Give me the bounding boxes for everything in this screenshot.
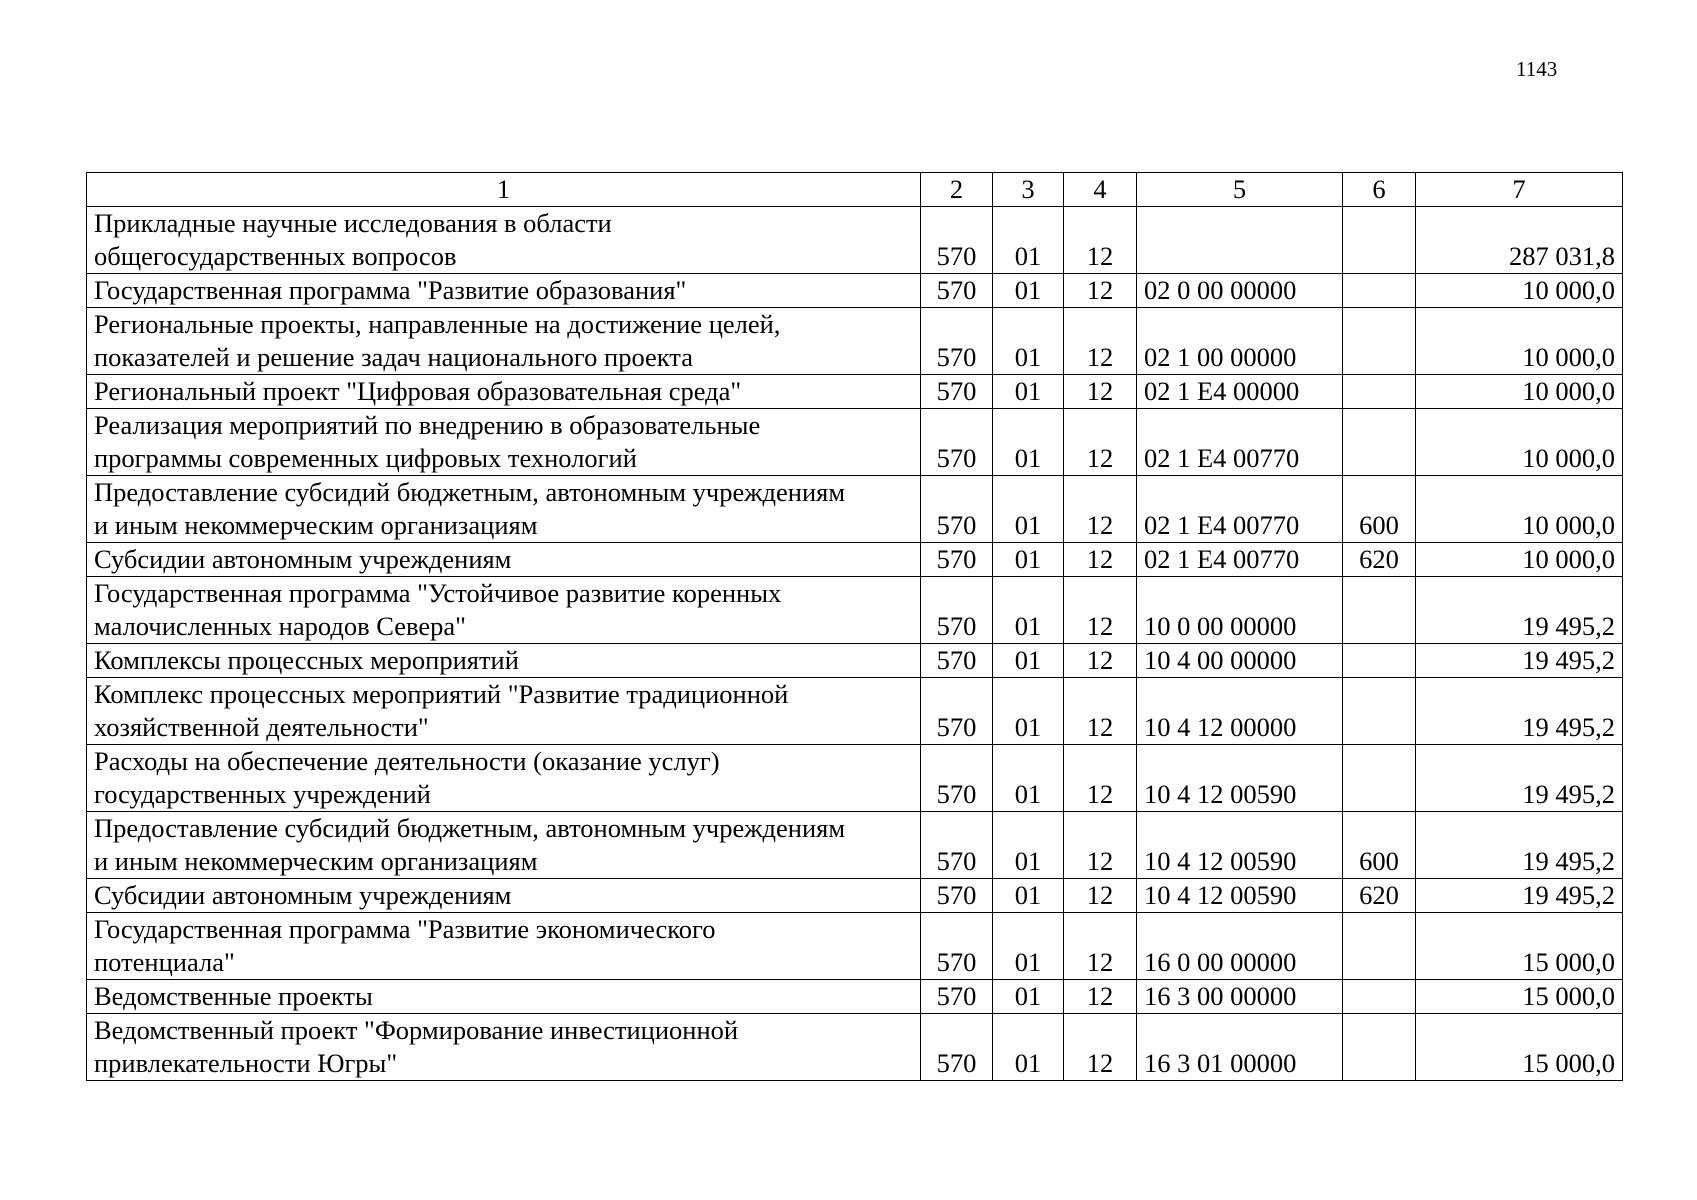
cell-sum: 15 000,0	[1416, 913, 1623, 980]
table-row	[87, 879, 1623, 913]
table-row	[87, 745, 1623, 812]
column-header: 1	[87, 173, 921, 207]
cell-section: 01	[993, 644, 1064, 678]
cell-subsection: 12	[1064, 476, 1137, 543]
cell-name: Региональные проекты, направленные на достижение целей, показателей и решение задач национального проекта	[87, 308, 921, 375]
column-header: 3	[993, 173, 1064, 207]
cell-subsection: 12	[1064, 644, 1137, 678]
table-row	[87, 980, 1623, 1014]
table-row	[87, 274, 1623, 308]
table-row	[87, 207, 1623, 274]
cell-target-article: 10 4 12 00590	[1137, 745, 1343, 812]
cell-expense-type: 620	[1343, 543, 1416, 577]
cell-subsection: 12	[1064, 812, 1137, 879]
cell-sum: 10 000,0	[1416, 308, 1623, 375]
cell-name: Ведомственные проекты	[87, 980, 921, 1014]
cell-sum: 19 495,2	[1416, 812, 1623, 879]
cell-section: 01	[993, 913, 1064, 980]
table-row	[87, 812, 1623, 879]
cell-expense-type	[1343, 745, 1416, 812]
cell-target-article: 02 1 E4 00000	[1137, 375, 1343, 409]
cell-expense-type	[1343, 375, 1416, 409]
table-row	[87, 644, 1623, 678]
cell-subsection: 12	[1064, 577, 1137, 644]
cell-sum: 10 000,0	[1416, 409, 1623, 476]
cell-expense-type	[1343, 274, 1416, 308]
cell-grbs: 570	[921, 644, 993, 678]
table-body	[87, 207, 1623, 1081]
cell-section: 01	[993, 543, 1064, 577]
cell-sum: 10 000,0	[1416, 476, 1623, 543]
cell-target-article: 10 4 00 00000	[1137, 644, 1343, 678]
cell-name: Реализация мероприятий по внедрению в образовательные программы современных цифровых технологий	[87, 409, 921, 476]
cell-subsection: 12	[1064, 409, 1137, 476]
cell-sum: 19 495,2	[1416, 678, 1623, 745]
cell-subsection: 12	[1064, 1014, 1137, 1081]
cell-target-article: 10 4 12 00000	[1137, 678, 1343, 745]
cell-name: Региональный проект "Цифровая образовательная среда"	[87, 375, 921, 409]
cell-expense-type	[1343, 308, 1416, 375]
header-row	[87, 173, 1623, 207]
cell-expense-type: 600	[1343, 476, 1416, 543]
cell-sum: 10 000,0	[1416, 543, 1623, 577]
cell-name: Ведомственный проект "Формирование инвестиционной привлекательности Югры"	[87, 1014, 921, 1081]
cell-grbs: 570	[921, 375, 993, 409]
cell-grbs: 570	[921, 409, 993, 476]
column-header: 4	[1064, 173, 1137, 207]
budget-table	[86, 172, 1623, 1081]
cell-name: Предоставление субсидий бюджетным, автономным учреждениям и иным некоммерческим организациям	[87, 476, 921, 543]
cell-grbs: 570	[921, 308, 993, 375]
cell-grbs: 570	[921, 879, 993, 913]
cell-section: 01	[993, 745, 1064, 812]
cell-grbs: 570	[921, 476, 993, 543]
cell-expense-type	[1343, 913, 1416, 980]
cell-sum: 287 031,8	[1416, 207, 1623, 274]
cell-grbs: 570	[921, 678, 993, 745]
cell-grbs: 570	[921, 812, 993, 879]
cell-section: 01	[993, 678, 1064, 745]
cell-subsection: 12	[1064, 913, 1137, 980]
cell-grbs: 570	[921, 980, 993, 1014]
cell-section: 01	[993, 308, 1064, 375]
cell-name: Субсидии автономным учреждениям	[87, 543, 921, 577]
cell-section: 01	[993, 879, 1064, 913]
cell-subsection: 12	[1064, 308, 1137, 375]
cell-target-article: 16 0 00 00000	[1137, 913, 1343, 980]
cell-sum: 19 495,2	[1416, 879, 1623, 913]
cell-subsection: 12	[1064, 745, 1137, 812]
cell-target-article: 02 1 E4 00770	[1137, 476, 1343, 543]
cell-subsection: 12	[1064, 375, 1137, 409]
cell-section: 01	[993, 207, 1064, 274]
cell-name: Комплексы процессных мероприятий	[87, 644, 921, 678]
column-header: 2	[921, 173, 993, 207]
cell-target-article: 10 4 12 00590	[1137, 812, 1343, 879]
cell-grbs: 570	[921, 207, 993, 274]
cell-sum: 19 495,2	[1416, 745, 1623, 812]
cell-section: 01	[993, 409, 1064, 476]
cell-grbs: 570	[921, 577, 993, 644]
cell-target-article: 16 3 01 00000	[1137, 1014, 1343, 1081]
column-header: 6	[1343, 173, 1416, 207]
cell-section: 01	[993, 274, 1064, 308]
cell-sum: 10 000,0	[1416, 375, 1623, 409]
cell-target-article: 10 0 00 00000	[1137, 577, 1343, 644]
cell-expense-type	[1343, 1014, 1416, 1081]
cell-grbs: 570	[921, 274, 993, 308]
cell-name: Предоставление субсидий бюджетным, автономным учреждениям и иным некоммерческим организациям	[87, 812, 921, 879]
cell-target-article: 02 0 00 00000	[1137, 274, 1343, 308]
cell-subsection: 12	[1064, 274, 1137, 308]
cell-name: Государственная программа "Развитие образования"	[87, 274, 921, 308]
cell-name: Прикладные научные исследования в области общегосударственных вопросов	[87, 207, 921, 274]
cell-grbs: 570	[921, 543, 993, 577]
table-row	[87, 375, 1623, 409]
cell-name: Расходы на обеспечение деятельности (оказание услуг) государственных учреждений	[87, 745, 921, 812]
cell-name: Комплекс процессных мероприятий "Развитие традиционной хозяйственной деятельности"	[87, 678, 921, 745]
cell-grbs: 570	[921, 913, 993, 980]
cell-expense-type: 620	[1343, 879, 1416, 913]
page-number: 1143	[1516, 57, 1558, 81]
table-row	[87, 913, 1623, 980]
column-header: 5	[1137, 173, 1343, 207]
cell-section: 01	[993, 1014, 1064, 1081]
cell-section: 01	[993, 476, 1064, 543]
table-row	[87, 409, 1623, 476]
cell-target-article	[1137, 207, 1343, 274]
cell-target-article: 02 1 00 00000	[1137, 308, 1343, 375]
cell-name: Субсидии автономным учреждениям	[87, 879, 921, 913]
cell-expense-type	[1343, 678, 1416, 745]
table-row	[87, 476, 1623, 543]
cell-section: 01	[993, 980, 1064, 1014]
cell-section: 01	[993, 812, 1064, 879]
cell-sum: 15 000,0	[1416, 980, 1623, 1014]
cell-subsection: 12	[1064, 678, 1137, 745]
table-row	[87, 678, 1623, 745]
table-row	[87, 543, 1623, 577]
cell-sum: 19 495,2	[1416, 577, 1623, 644]
cell-target-article: 16 3 00 00000	[1137, 980, 1343, 1014]
table-row	[87, 577, 1623, 644]
table-row	[87, 308, 1623, 375]
cell-grbs: 570	[921, 745, 993, 812]
cell-sum: 15 000,0	[1416, 1014, 1623, 1081]
cell-sum: 10 000,0	[1416, 274, 1623, 308]
cell-expense-type	[1343, 207, 1416, 274]
cell-subsection: 12	[1064, 207, 1137, 274]
cell-expense-type	[1343, 644, 1416, 678]
cell-section: 01	[993, 577, 1064, 644]
table-row	[87, 1014, 1623, 1081]
cell-grbs: 570	[921, 1014, 993, 1081]
cell-target-article: 10 4 12 00590	[1137, 879, 1343, 913]
cell-subsection: 12	[1064, 543, 1137, 577]
cell-subsection: 12	[1064, 879, 1137, 913]
cell-subsection: 12	[1064, 980, 1137, 1014]
cell-expense-type	[1343, 577, 1416, 644]
cell-target-article: 02 1 E4 00770	[1137, 409, 1343, 476]
cell-expense-type	[1343, 980, 1416, 1014]
cell-target-article: 02 1 E4 00770	[1137, 543, 1343, 577]
cell-name: Государственная программа "Устойчивое развитие коренных малочисленных народов Севера"	[87, 577, 921, 644]
cell-name: Государственная программа "Развитие экономического потенциала"	[87, 913, 921, 980]
cell-section: 01	[993, 375, 1064, 409]
cell-expense-type: 600	[1343, 812, 1416, 879]
cell-sum: 19 495,2	[1416, 644, 1623, 678]
column-header: 7	[1416, 173, 1623, 207]
cell-expense-type	[1343, 409, 1416, 476]
